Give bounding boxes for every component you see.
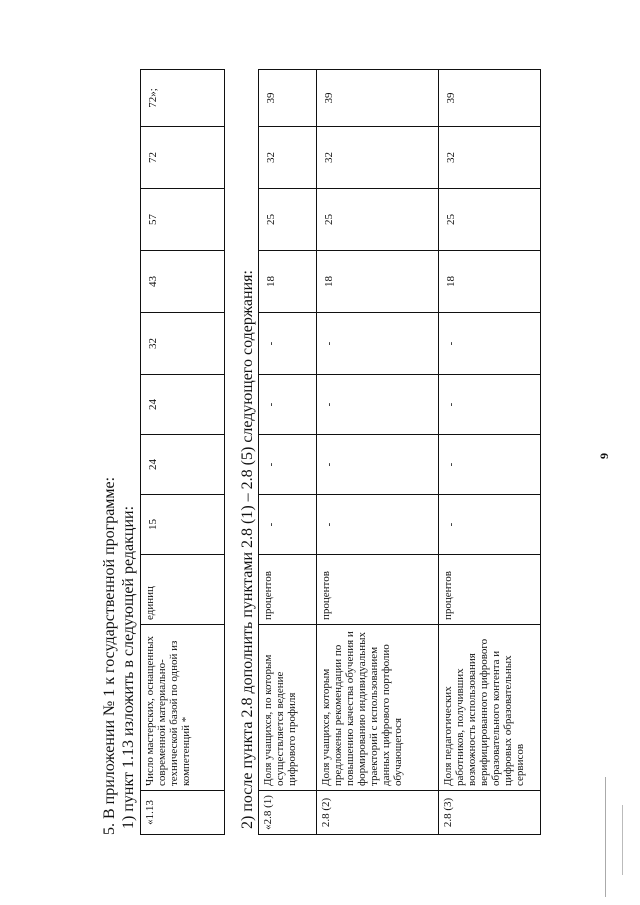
table-row (259, 70, 317, 835)
value-cell: - (439, 375, 541, 435)
value-cell: - (259, 495, 317, 555)
value-cell: - (317, 435, 439, 495)
value-cell: 18 (439, 251, 541, 313)
page-number: 9 (597, 453, 611, 459)
value-cell: 72»; (141, 70, 225, 127)
table-row (317, 70, 439, 835)
value-cell: 25 (259, 189, 317, 251)
indicator-name-cell: Доля педагогических работников, получивших возможность использования верифицированного цифрового образовательного контента и цифровых образовательных сервисов (439, 625, 541, 791)
value-cell: - (317, 313, 439, 375)
value-cell: 25 (439, 189, 541, 251)
value-cell: 32 (317, 127, 439, 189)
value-cell: 39 (439, 70, 541, 127)
row-code-cell: 2.8 (3) (439, 791, 541, 835)
subsection-heading-2: 2) после пункта 2.8 дополнить пунктами 2.8 (1) – 2.8 (5) следующего содержания: (239, 270, 256, 829)
value-cell: 57 (141, 189, 225, 251)
value-cell: - (317, 495, 439, 555)
unit-cell: единиц (141, 555, 225, 625)
table-row (141, 70, 225, 835)
value-cell: 32 (259, 127, 317, 189)
row-code-cell: «1.13 (141, 791, 225, 835)
value-cell: - (259, 313, 317, 375)
indicator-name-cell: Число мастерских, оснащенных современной материально-технической базой по одной из компетенций * (141, 625, 225, 791)
value-cell: 24 (141, 435, 225, 495)
section-heading: 5. В приложении № 1 к государственной программе: (101, 476, 118, 835)
value-cell: - (259, 375, 317, 435)
scan-artifact-line (605, 777, 606, 897)
table-row (439, 70, 541, 835)
value-cell: 18 (259, 251, 317, 313)
indicator-name-cell: Доля учащихся, которым предложены рекомендации по повышению качества обучения и формированию индивидуальных траекторий с использованием данных цифрового портфолио обучающегося (317, 625, 439, 791)
subsection-heading-1: 1) пункт 1.13 изложить в следующей редакции: (120, 505, 137, 829)
indicator-table-1 (140, 69, 225, 835)
value-cell: 43 (141, 251, 225, 313)
value-cell: 39 (317, 70, 439, 127)
value-cell: 32 (439, 127, 541, 189)
value-cell: - (439, 435, 541, 495)
row-code-cell: «2.8 (1) (259, 791, 317, 835)
value-cell: 72 (141, 127, 225, 189)
value-cell: - (259, 435, 317, 495)
unit-cell: процентов (439, 555, 541, 625)
value-cell: 18 (317, 251, 439, 313)
scan-artifact-line (622, 805, 623, 875)
value-cell: 15 (141, 495, 225, 555)
indicator-name-cell: Доля учащихся, по которым осуществляется ведение цифрового профиля (259, 625, 317, 791)
value-cell: 39 (259, 70, 317, 127)
value-cell: 32 (141, 313, 225, 375)
indicator-table-2 (258, 69, 541, 835)
unit-cell: процентов (317, 555, 439, 625)
unit-cell: процентов (259, 555, 317, 625)
value-cell: 25 (317, 189, 439, 251)
value-cell: - (317, 375, 439, 435)
row-code-cell: 2.8 (2) (317, 791, 439, 835)
value-cell: - (439, 313, 541, 375)
value-cell: 24 (141, 375, 225, 435)
value-cell: - (439, 495, 541, 555)
